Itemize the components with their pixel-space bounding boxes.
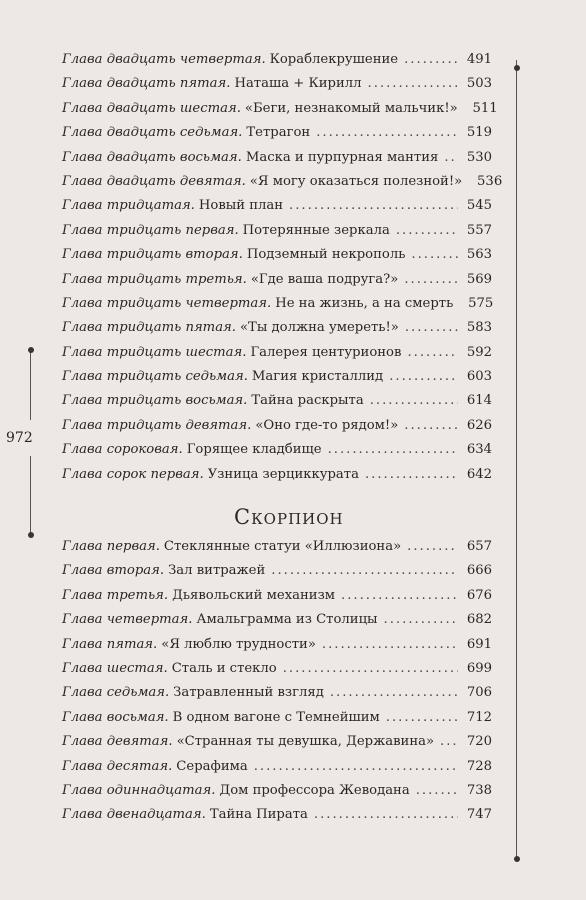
toc-entry-page: 676 xyxy=(466,587,492,603)
toc-entry-title: Не на жизнь, а на смерть xyxy=(275,295,454,311)
dot-leader xyxy=(328,442,458,457)
toc-entry-page: 491 xyxy=(466,52,492,67)
toc-entry-label: Глава тридцать шестая. xyxy=(62,344,247,360)
toc-entry-label: Глава двенадцатая. xyxy=(62,807,206,823)
dot-leader xyxy=(271,563,458,578)
toc-entry-title: В одном вагоне с Темнейшим xyxy=(172,709,380,725)
toc-entry-label: Глава двадцать седьмая. xyxy=(62,125,243,141)
section-title: Скорпион xyxy=(234,505,344,530)
dot-leader xyxy=(404,52,458,67)
toc-entry-page: 720 xyxy=(466,734,492,750)
dot-leader xyxy=(322,637,458,652)
toc-entry-label: Глава третья. xyxy=(62,587,169,603)
toc-entry-label: Глава двадцать восьмая. xyxy=(62,149,242,165)
toc-entry-page: 682 xyxy=(466,612,492,628)
toc-entry-title: Кораблекрушение xyxy=(269,52,399,67)
toc-entry-title: Узница зерциккурата xyxy=(207,466,359,482)
page-number: 972 xyxy=(6,430,33,446)
dot-leader xyxy=(407,539,458,554)
toc-entry-title: Магия кристаллид xyxy=(251,369,384,385)
toc-entry-label: Глава сорок первая. xyxy=(62,466,204,482)
rule-top-dot xyxy=(514,65,520,71)
left-rule-lower xyxy=(30,456,31,536)
toc-entry-title: «Беги, незнакомый мальчик!» xyxy=(244,100,458,116)
toc-entry-label: Глава пятая. xyxy=(62,636,158,652)
toc-entry xyxy=(62,539,492,563)
table-of-contents xyxy=(62,52,503,832)
dot-leader xyxy=(389,369,458,384)
dot-leader xyxy=(316,125,458,140)
left-rule-upper xyxy=(30,350,31,420)
dot-leader xyxy=(384,612,458,627)
toc-entry-label: Глава десятая. xyxy=(62,758,173,774)
dot-leader xyxy=(330,685,458,700)
toc-entry-label: Глава двадцать девятая. xyxy=(62,173,246,189)
toc-entry-page: 634 xyxy=(466,442,492,458)
toc-entry-page: 626 xyxy=(466,417,492,433)
dot-leader xyxy=(341,588,458,603)
toc-entry-page: 511 xyxy=(472,100,498,116)
toc-entry-title: Горящее кладбище xyxy=(186,442,322,458)
toc-entry-page: 706 xyxy=(466,685,492,701)
right-vertical-rule xyxy=(516,60,517,860)
toc-entry xyxy=(62,783,492,807)
toc-entry-page: 557 xyxy=(466,222,492,238)
toc-entry-page: 728 xyxy=(466,758,492,774)
toc-entry xyxy=(62,320,492,344)
toc-entry-label: Глава первая. xyxy=(62,539,160,555)
toc-entry-page: 563 xyxy=(466,247,492,263)
toc-entry-page: 536 xyxy=(477,173,503,189)
toc-entry xyxy=(62,710,492,734)
toc-entry-title: «Я люблю трудности» xyxy=(161,636,316,652)
toc-entry-title: Стеклянные статуи «Иллюзиона» xyxy=(163,539,402,555)
dot-leader xyxy=(404,272,458,287)
left-rule-lower-dot xyxy=(28,532,34,538)
dot-leader xyxy=(396,223,458,238)
toc-entry-title: Подземный некрополь xyxy=(246,247,406,263)
toc-entry-page: 530 xyxy=(466,149,492,165)
rule-bottom-dot xyxy=(514,856,520,862)
toc-entry xyxy=(62,612,492,636)
toc-entry xyxy=(62,173,503,198)
toc-entry-page: 747 xyxy=(466,807,492,823)
toc-entry-page: 712 xyxy=(466,709,492,725)
toc-entry-title: «Где ваша подруга?» xyxy=(250,271,399,287)
toc-entry-page: 575 xyxy=(468,295,494,311)
toc-entry-page: 569 xyxy=(466,271,492,287)
dot-leader xyxy=(411,247,458,262)
toc-entry-title: «Оно где-то рядом!» xyxy=(255,417,399,433)
toc-entry-title: Потерянные зеркала xyxy=(242,222,390,238)
toc-entry xyxy=(62,588,492,612)
toc-entry-page: 666 xyxy=(466,563,492,579)
toc-entry-title: Новый план xyxy=(198,198,284,214)
toc-entry xyxy=(62,685,492,709)
toc-entry xyxy=(62,150,492,174)
toc-entry-page: 503 xyxy=(466,76,492,92)
toc-entry-label: Глава сороковая. xyxy=(62,442,183,458)
dot-leader xyxy=(386,710,458,725)
toc-entry xyxy=(62,661,492,685)
toc-entry-title: Серафима xyxy=(176,758,248,774)
dot-leader xyxy=(440,734,458,749)
toc-entry-label: Глава тридцать первая. xyxy=(62,222,239,238)
toc-entry xyxy=(62,807,492,831)
toc-entry-title: Маска и пурпурная мантия xyxy=(245,149,439,165)
toc-entry xyxy=(62,223,492,247)
toc-entry xyxy=(62,272,492,296)
dot-leader xyxy=(407,345,458,360)
toc-group-1 xyxy=(62,52,503,491)
dot-leader xyxy=(365,467,458,482)
toc-group-2 xyxy=(62,539,492,832)
toc-entry-label: Глава тридцать пятая. xyxy=(62,320,236,336)
toc-entry-label: Глава тридцать девятая. xyxy=(62,417,252,433)
toc-entry-title: «Странная ты девушка, Державина» xyxy=(176,734,435,750)
toc-entry xyxy=(62,52,492,76)
toc-entry-label: Глава двадцать четвертая. xyxy=(62,52,266,67)
dot-leader xyxy=(404,418,458,433)
toc-entry-page: 519 xyxy=(466,125,492,141)
dot-leader xyxy=(368,76,459,91)
toc-entry-title: «Ты должна умереть!» xyxy=(239,320,399,336)
toc-entry-title: Тетрагон xyxy=(246,125,311,141)
toc-entry-page: 691 xyxy=(466,636,492,652)
toc-entry xyxy=(62,637,492,661)
toc-entry-page: 614 xyxy=(466,393,492,409)
toc-entry xyxy=(62,734,492,758)
toc-entry-title: Дом профессора Жеводана xyxy=(219,782,410,798)
toc-entry xyxy=(62,563,492,587)
toc-entry-title: Затравленный взгляд xyxy=(173,685,324,701)
toc-entry-label: Глава шестая. xyxy=(62,660,168,676)
toc-entry-label: Глава тридцатая. xyxy=(62,198,195,214)
toc-entry-title: Тайна Пирата xyxy=(209,807,308,823)
toc-entry-title: Наташа + Кирилл xyxy=(234,76,362,92)
toc-entry-title: Зал витражей xyxy=(168,563,266,579)
toc-entry xyxy=(62,247,492,271)
toc-entry-page: 657 xyxy=(466,539,492,555)
toc-entry xyxy=(62,125,492,149)
dot-leader xyxy=(314,807,458,822)
toc-entry-title: Сталь и стекло xyxy=(171,660,277,676)
toc-entry xyxy=(62,198,492,222)
toc-entry-page: 642 xyxy=(466,466,492,482)
toc-entry-page: 738 xyxy=(466,782,492,798)
toc-entry-label: Глава четвертая. xyxy=(62,612,193,628)
toc-entry-label: Глава тридцать четвертая. xyxy=(62,295,272,311)
toc-entry-label: Глава девятая. xyxy=(62,734,173,750)
toc-entry-label: Глава седьмая. xyxy=(62,685,170,701)
toc-entry xyxy=(62,76,492,100)
toc-entry-page: 699 xyxy=(466,660,492,676)
dot-leader xyxy=(283,661,458,676)
toc-entry-label: Глава тридцать седьмая. xyxy=(62,369,248,385)
toc-entry-page: 603 xyxy=(466,369,492,385)
toc-entry xyxy=(62,418,492,442)
dot-leader xyxy=(289,198,458,213)
toc-entry xyxy=(62,296,492,320)
dot-leader xyxy=(254,759,458,774)
toc-entry xyxy=(62,345,492,369)
toc-entry xyxy=(62,467,492,491)
dot-leader xyxy=(416,783,458,798)
toc-entry xyxy=(62,759,492,783)
toc-entry xyxy=(62,100,498,125)
toc-entry-label: Глава тридцать третья. xyxy=(62,271,247,287)
toc-entry-title: Галерея центурионов xyxy=(250,344,402,360)
toc-entry-title: Амальграмма из Столицы xyxy=(196,612,378,628)
toc-entry-title: Тайна раскрыта xyxy=(251,393,364,409)
toc-entry-page: 592 xyxy=(466,344,492,360)
left-rule-upper-dot xyxy=(28,347,34,353)
toc-entry-page: 545 xyxy=(466,198,492,214)
dot-leader xyxy=(370,393,458,408)
toc-entry-label: Глава вторая. xyxy=(62,563,165,579)
toc-entry-label: Глава тридцать вторая. xyxy=(62,247,243,263)
toc-entry-page: 583 xyxy=(466,320,492,336)
toc-entry-title: «Я могу оказаться полезной!» xyxy=(249,173,463,189)
dot-leader xyxy=(405,320,458,335)
toc-entry xyxy=(62,369,492,393)
toc-entry-label: Глава двадцать шестая. xyxy=(62,100,241,116)
toc-entry-title: Дьявольский механизм xyxy=(172,587,336,603)
dot-leader xyxy=(444,150,458,165)
toc-entry-label: Глава тридцать восьмая. xyxy=(62,393,248,409)
toc-entry-label: Глава восьмая. xyxy=(62,709,169,725)
toc-entry xyxy=(62,442,492,466)
toc-entry xyxy=(62,393,492,417)
toc-entry-label: Глава одиннадцатая. xyxy=(62,782,216,798)
toc-entry-label: Глава двадцать пятая. xyxy=(62,76,231,92)
